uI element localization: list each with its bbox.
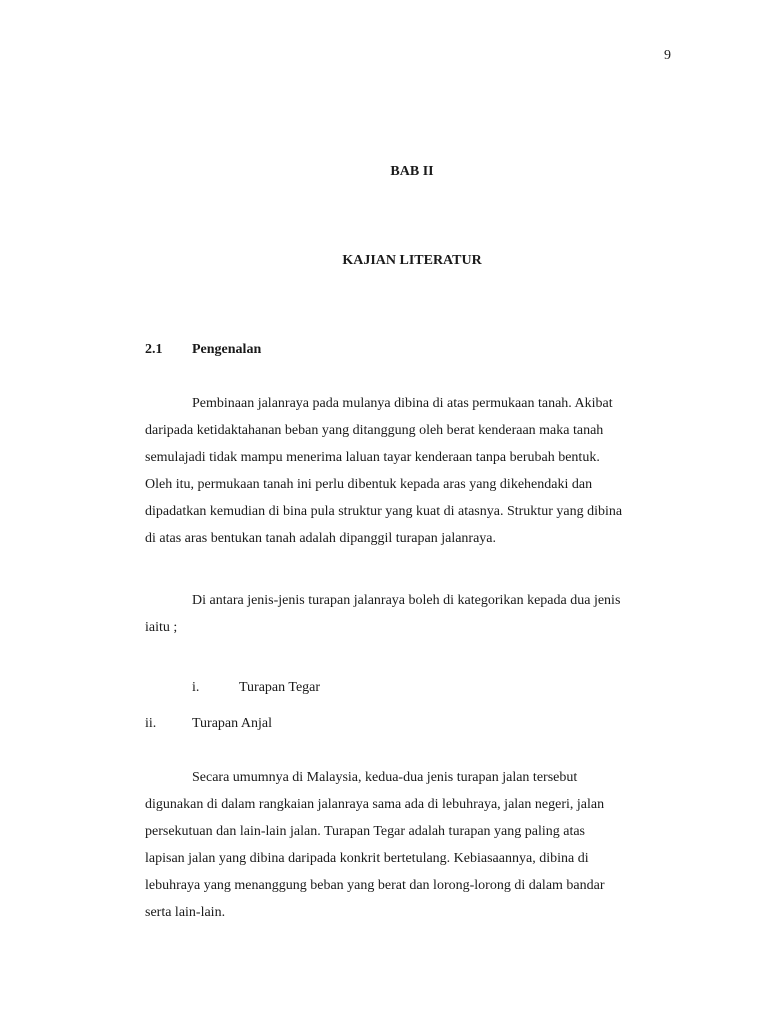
paragraph-line: di atas aras bentukan tanah adalah dipanggil turapan jalanraya. [145, 531, 497, 546]
paragraph-line: persekutuan dan lain-lain jalan. Turapan Tegar adalah turapan yang paling atas [145, 824, 586, 839]
paragraph-line: dipadatkan kemudian di bina pula struktur yang kuat di atasnya. Struktur yang dibina [145, 504, 623, 519]
paragraph-usage [145, 764, 685, 926]
paragraph-line: daripada ketidaktahanan beban yang ditanggung oleh berat kenderaan maka tanah [145, 423, 604, 438]
list-item-text: Turapan Tegar [239, 680, 321, 695]
paragraph-line: Secara umumnya di Malaysia, kedua-dua jenis turapan jalan tersebut [192, 770, 578, 785]
paragraph-line: lebuhraya yang menanggung beban yang berat dan lorong-lorong di dalam bandar [145, 878, 605, 893]
paragraph-line: serta lain-lain. [145, 905, 226, 920]
chapter-title: KAJIAN LITERATUR [342, 253, 482, 268]
list-item-text: Turapan Anjal [192, 716, 272, 731]
list-item [145, 716, 272, 732]
paragraph-line: digunakan di dalam rangkaian jalanraya sama ada di lebuhraya, jalan negeri, jalan [145, 797, 605, 812]
paragraph-line: semulajadi tidak mampu menerima laluan tayar kenderaan tanpa berubah bentuk. [145, 450, 600, 465]
paragraph-line: Pembinaan jalanraya pada mulanya dibina di atas permukaan tanah. Akibat [192, 396, 613, 411]
section-number: 2.1 [145, 342, 163, 357]
section-heading [145, 342, 261, 358]
paragraph-pavement-types [145, 587, 685, 641]
paragraph-line: Oleh itu, permukaan tanah ini perlu dibentuk kepada aras yang dikehendaki dan [145, 477, 593, 492]
list-item [192, 680, 320, 696]
list-marker: i. [192, 680, 200, 695]
page-number: 9 [664, 48, 671, 63]
section-title: Pengenalan [192, 342, 262, 357]
list-marker: ii. [145, 716, 157, 731]
paragraph-line: iaitu ; [145, 620, 178, 635]
paragraph-introduction [145, 390, 685, 552]
chapter-number: BAB II [390, 164, 434, 179]
paragraph-line: Di antara jenis-jenis turapan jalanraya boleh di kategorikan kepada dua jenis [192, 593, 621, 608]
paragraph-line: lapisan jalan yang dibina daripada konkrit bertetulang. Kebiasaannya, dibina di [145, 851, 589, 866]
